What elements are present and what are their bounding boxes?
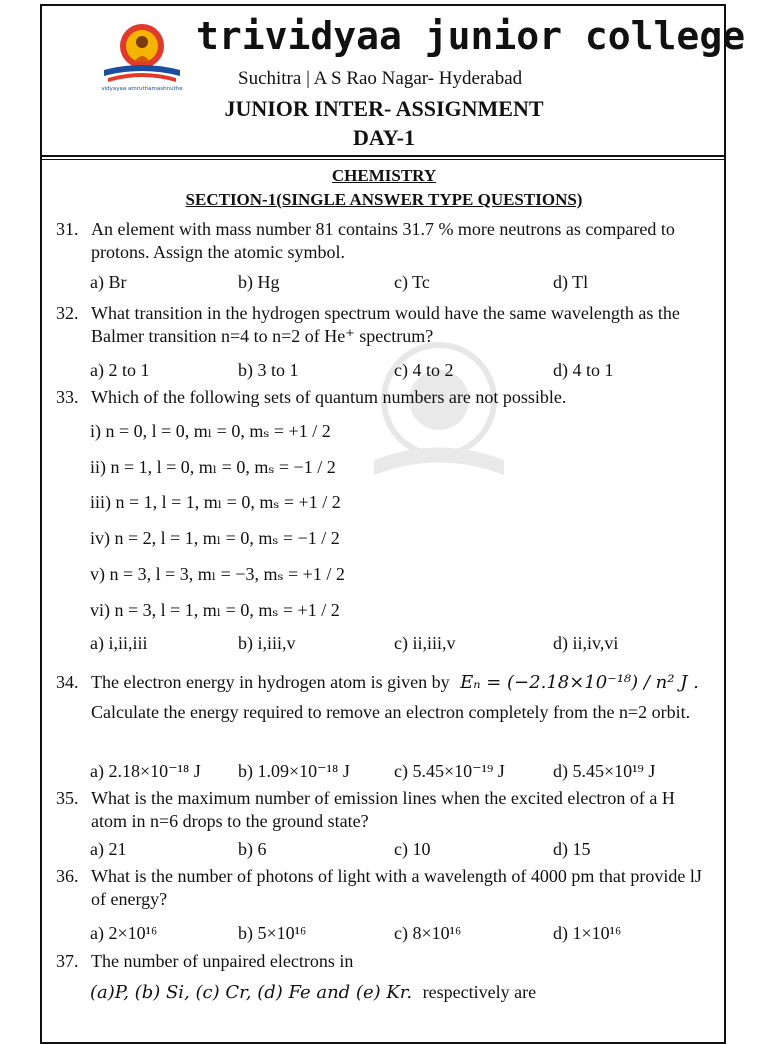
question-number: 33.	[56, 387, 79, 407]
option-b: b) 1.09×10⁻¹⁸ J	[238, 761, 350, 781]
college-name: trividyaa junior college	[196, 14, 746, 58]
question-text-intro: The electron energy in hydrogen atom is given by	[91, 672, 450, 692]
question-text: An element with mass number 81 contains 31.7 % more neutrons as compared to protons. Assign the atomic symbol.	[91, 219, 675, 262]
option-d: d) 5.45×10¹⁹ J	[553, 761, 656, 781]
option-c: c) Tc	[394, 272, 430, 292]
option-d: d) 15	[553, 839, 591, 859]
option-b: b) 6	[238, 839, 267, 859]
element-list-suffix: respectively are	[422, 982, 537, 1002]
question-number: 36.	[56, 866, 79, 886]
section-heading: SECTION-1(SINGLE ANSWER TYPE QUESTIONS)	[185, 190, 583, 209]
question-text: What is the maximum number of emission lines when the excited electron of a H atom in n=6 drops to the ground state?	[91, 788, 675, 831]
option-d: d) 4 to 1	[553, 360, 614, 380]
option-a: a) Br	[90, 272, 127, 292]
option-d: d) Tl	[553, 272, 589, 292]
option-a: a) 2.18×10⁻¹⁸ J	[90, 761, 201, 781]
option-a: a) 2 to 1	[90, 360, 150, 380]
day-title: DAY-1	[353, 125, 415, 150]
question-text: What is the number of photons of light with a wavelength of 4000 pm that provide lJ of energy?	[91, 866, 702, 909]
option-a: a) 2×10¹⁶	[90, 923, 158, 943]
option-c: c) ii,iii,v	[394, 633, 456, 653]
college-logo-icon	[98, 22, 186, 92]
option-c: c) 4 to 2	[394, 360, 454, 380]
college-motto: vidyayaa amruthamashnuthe	[101, 86, 183, 92]
option-b: b) 3 to 1	[238, 360, 299, 380]
question-number: 32.	[56, 303, 79, 323]
question-number: 37.	[56, 951, 79, 971]
quantum-set-4: iv) n = 2, l = 1, mₗ = 0, mₛ = −1 / 2	[90, 528, 340, 548]
question-number: 34.	[56, 672, 79, 692]
subject-heading: CHEMISTRY	[331, 166, 437, 185]
option-b: b) 5×10¹⁶	[238, 923, 307, 943]
quantum-set-5: v) n = 3, l = 3, mₗ = −3, mₛ = +1 / 2	[90, 564, 345, 584]
question-number: 35.	[56, 788, 79, 808]
question-text: The number of unpaired electrons in	[91, 951, 354, 971]
quantum-set-1: i) n = 0, l = 0, mₗ = 0, mₛ = +1 / 2	[90, 421, 331, 441]
header-divider-thin	[42, 159, 724, 160]
question-text-continued: Calculate the energy required to remove an electron completely from the n=2 orbit.	[91, 702, 691, 722]
question-number: 31.	[56, 219, 79, 239]
option-c: c) 8×10¹⁶	[394, 923, 462, 943]
question-text: What transition in the hydrogen spectrum would have the same wavelength as the Balmer transition n=4 to n=2 of He⁺ spectrum?	[91, 303, 680, 346]
quantum-set-3: iii) n = 1, l = 1, mₗ = 0, mₛ = +1 / 2	[90, 492, 341, 512]
option-a: a) 21	[90, 839, 127, 859]
quantum-set-6: vi) n = 3, l = 1, mₗ = 0, mₛ = +1 / 2	[90, 600, 340, 620]
option-d: d) 1×10¹⁶	[553, 923, 622, 943]
option-b: b) i,iii,v	[238, 633, 296, 653]
question-text: Which of the following sets of quantum numbers are not possible.	[91, 387, 567, 407]
assignment-title: JUNIOR INTER- ASSIGNMENT	[224, 96, 544, 121]
element-list: (a)P, (b) Si, (c) Cr, (d) Fe and (e) Kr.	[90, 982, 413, 1003]
option-a: a) i,ii,iii	[90, 633, 148, 653]
energy-formula: Eₙ = (−2.18×10⁻¹⁸) / n² J .	[460, 672, 699, 693]
option-c: c) 5.45×10⁻¹⁹ J	[394, 761, 505, 781]
option-c: c) 10	[394, 839, 431, 859]
header-divider	[42, 155, 724, 157]
college-address: Suchitra | A S Rao Nagar- Hyderabad	[238, 68, 523, 89]
quantum-set-2: ii) n = 1, l = 0, mₗ = 0, mₛ = −1 / 2	[90, 457, 336, 477]
option-d: d) ii,iv,vi	[553, 633, 619, 653]
question-text	[91, 671, 711, 694]
question-37-elements	[90, 982, 536, 1003]
option-b: b) Hg	[238, 272, 280, 292]
